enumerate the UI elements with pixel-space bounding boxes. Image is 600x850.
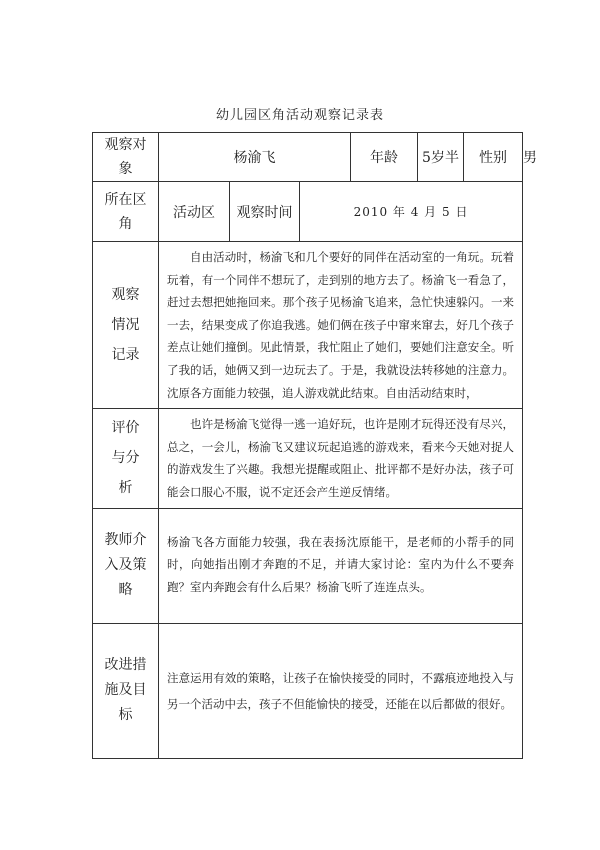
observation-record-text: 自由活动时，杨渝飞和几个要好的同伴在活动室的一角玩。玩着玩着，有一个同伴不想玩了，走到别的地方去了。杨渝飞一看急了，赶过去想把她拖回来。那个孩子见杨渝飞追来，急忙快速躲闪。一来一去，结果变成了你追我逃。她们俩在孩子中窜来窜去，好几个孩子差点让她们撞倒。见此情景，我忙阻止了她们，要她们注意安全。听了我的话，她俩又到一边玩去了。于是，我就设法转移她的注意力。沈原各方面能力较强，追人游戏就此结束。自由活动结束时， xyxy=(167,250,515,400)
observation-record-label: 观察情况记录 xyxy=(93,242,159,409)
observation-time-value: 2010 年 4 月 5 日 xyxy=(300,182,523,242)
improvement-text: 注意运用有效的策略，让孩子在愉快接受的同时，不露痕迹地投入与另一个活动中去，孩子不但能愉快的接受，还能在以后都做的很好。 xyxy=(167,670,515,711)
table-row-location xyxy=(93,182,523,242)
table-row-subject: 观察对象 杨渝飞 年龄 5岁半 性别 男 xyxy=(93,133,523,182)
table-row-evaluation xyxy=(93,409,523,508)
teacher-intervention-text: 杨渝飞各方面能力较强，我在表扬沈原能干，是老师的小帮手的同时，向她指出刚才奔跑的不足，并请大家讨论：室内为什么不要奔跑？室内奔跑会有什么后果？杨渝飞听了连连点头。 xyxy=(167,534,515,594)
gender-label: 性别 xyxy=(464,133,523,182)
observed-subject-label: 观察对象 xyxy=(93,133,159,182)
area-label: 所在区角 xyxy=(93,182,159,242)
table-row-observation xyxy=(93,242,523,409)
table-row-intervention xyxy=(93,508,523,623)
observation-record-table xyxy=(92,132,538,759)
page-title: 幼儿园区角活动观察记录表 xyxy=(215,108,384,123)
observed-subject-value: 杨渝飞 xyxy=(159,133,351,182)
table-row-improvement xyxy=(93,623,523,758)
improvement-label: 改进措施及目标 xyxy=(93,623,159,758)
observation-time-label: 观察时间 xyxy=(230,182,300,242)
age-label: 年龄 xyxy=(351,133,418,182)
teacher-intervention-label: 教师介入及策略 xyxy=(93,508,159,623)
evaluation-label: 评价与分析 xyxy=(93,409,159,508)
area-value: 活动区 xyxy=(159,182,230,242)
evaluation-text: 也许是杨渝飞觉得一逃一追好玩，也许是刚才玩得还没有尽兴，总之，一会儿，杨渝飞又建议玩起追逃的游戏来，看来今天她对捉人的游戏发生了兴趣。我想光提醒或阻止、批评都不是好办法，孩子可能会口服心不服，说不定还会产生逆反情绪。 xyxy=(167,417,515,499)
age-value: 5岁半 xyxy=(418,133,464,182)
